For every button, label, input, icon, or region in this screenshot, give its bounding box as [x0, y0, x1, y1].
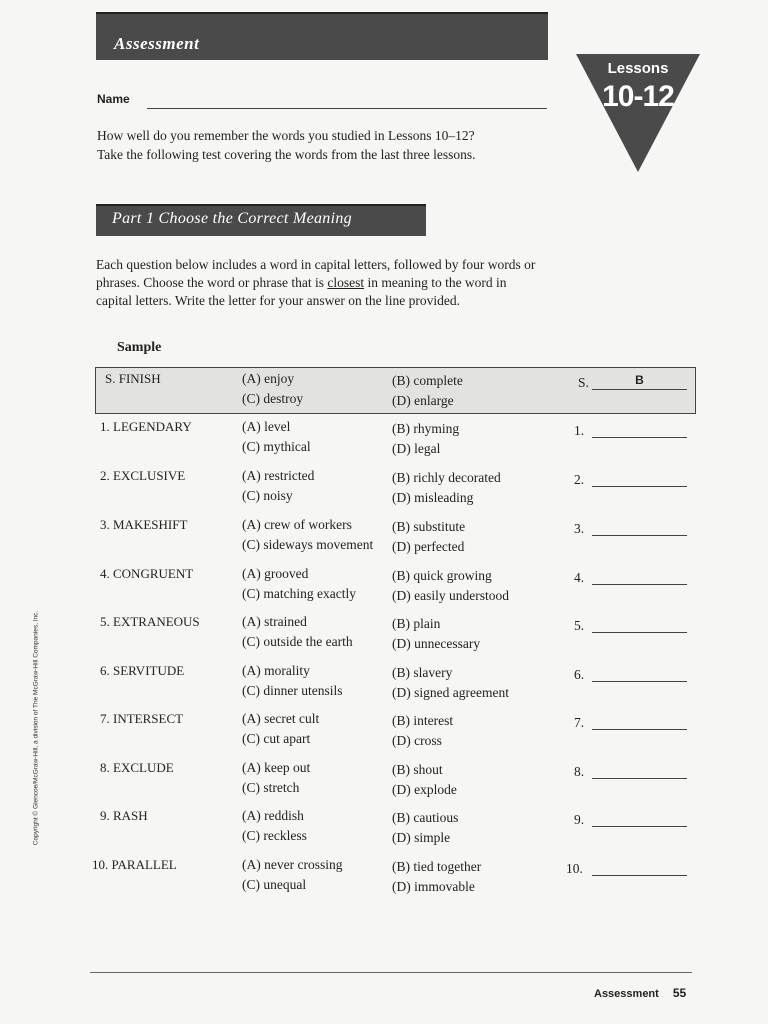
page-number: 55 — [672, 986, 687, 1000]
answer-number: 10. — [566, 861, 583, 876]
answer-line[interactable] — [592, 826, 687, 827]
option-b: (B) cautious — [392, 810, 459, 825]
sample-label: Sample — [117, 340, 162, 355]
option-b: (B) substitute — [392, 519, 466, 534]
option-a: (A) reddish — [242, 808, 304, 823]
intro-line-2: Take the following test covering the words from the last three lessons. — [97, 147, 476, 162]
question-word: 1. LEGENDARY — [100, 419, 192, 434]
lessons-label: Lessons — [607, 60, 669, 77]
option-d: (D) legal — [392, 441, 441, 456]
sample-answer: B — [635, 373, 644, 387]
intro-text — [97, 126, 567, 164]
answer-number: 1. — [574, 423, 585, 438]
option-b: (B) interest — [392, 713, 454, 728]
option-a: (A) never crossing — [242, 857, 343, 872]
answer-number: 9. — [574, 812, 585, 827]
question-word: 5. EXTRANEOUS — [100, 614, 200, 629]
sample-option-d: (D) enlarge — [392, 393, 454, 408]
question-row — [0, 663, 768, 707]
part-1-title-bar — [96, 204, 426, 236]
option-c: (C) matching exactly — [242, 586, 356, 601]
answer-line[interactable] — [592, 875, 687, 876]
answer-line[interactable] — [592, 437, 687, 438]
option-a: (A) strained — [242, 614, 307, 629]
option-c: (C) stretch — [242, 780, 300, 795]
answer-number: 4. — [574, 570, 585, 585]
option-d: (D) cross — [392, 733, 442, 748]
question-row — [0, 808, 768, 852]
name-input-line[interactable] — [147, 108, 547, 109]
answer-number: 3. — [574, 521, 585, 536]
option-c: (C) reckless — [242, 828, 307, 843]
option-a: (A) restricted — [242, 468, 315, 483]
page-footer — [594, 986, 686, 1000]
question-word: 2. EXCLUSIVE — [100, 468, 186, 483]
footer-rule — [90, 972, 692, 973]
page-title: Assessment — [114, 34, 200, 53]
answer-line[interactable] — [592, 729, 687, 730]
option-a: (A) morality — [242, 663, 310, 678]
question-row — [0, 614, 768, 658]
option-d: (D) perfected — [392, 539, 465, 554]
option-c: (C) sideways movement — [242, 537, 374, 552]
option-b: (B) tied together — [392, 859, 482, 874]
sample-word: S. FINISH — [105, 371, 161, 386]
question-row — [0, 419, 768, 463]
option-d: (D) easily understood — [392, 588, 509, 603]
answer-number: 5. — [574, 618, 585, 633]
instructions-text-before: Each question below includes a word in capital letters, followed by four words or phrases. Choose the word or phrase that is — [96, 257, 536, 290]
lessons-range: 10-12 — [602, 80, 674, 113]
question-row — [0, 468, 768, 512]
question-word: 8. EXCLUDE — [100, 760, 174, 775]
answer-number: 2. — [574, 472, 585, 487]
option-a: (A) keep out — [242, 760, 311, 775]
answer-line[interactable] — [592, 535, 687, 536]
part-1-instructions — [96, 256, 536, 310]
option-b: (B) shout — [392, 762, 443, 777]
question-word: 10. PARALLEL — [92, 857, 177, 872]
option-c: (C) unequal — [242, 877, 307, 892]
option-b: (B) slavery — [392, 665, 453, 680]
question-word: 9. RASH — [100, 808, 148, 823]
assessment-title-bar — [96, 12, 548, 60]
sample-option-b: (B) complete — [392, 373, 463, 388]
option-c: (C) outside the earth — [242, 634, 353, 649]
option-a: (A) crew of workers — [242, 517, 352, 532]
option-d: (D) signed agreement — [392, 685, 509, 700]
answer-line[interactable] — [592, 486, 687, 487]
option-c: (C) cut apart — [242, 731, 311, 746]
question-row — [0, 566, 768, 610]
option-b: (B) quick growing — [392, 568, 492, 583]
option-b: (B) plain — [392, 616, 441, 631]
question-row — [0, 711, 768, 755]
sample-answer-number: S. — [578, 375, 589, 390]
instructions-text-after: in meaning to the word in capital letters. Write the letter for your answer on the line provided. — [96, 275, 507, 308]
question-word: 4. CONGRUENT — [100, 566, 194, 581]
option-d: (D) immovable — [392, 879, 475, 894]
sample-row — [0, 371, 768, 415]
option-a: (A) secret cult — [242, 711, 320, 726]
question-row — [0, 857, 768, 901]
option-a: (A) grooved — [242, 566, 309, 581]
sample-option-c: (C) destroy — [242, 391, 304, 406]
option-a: (A) level — [242, 419, 291, 434]
answer-number: 8. — [574, 764, 585, 779]
option-c: (C) mythical — [242, 439, 311, 454]
option-c: (C) noisy — [242, 488, 293, 503]
answer-number: 7. — [574, 715, 585, 730]
option-b: (B) richly decorated — [392, 470, 501, 485]
option-d: (D) misleading — [392, 490, 474, 505]
sample-option-a: (A) enjoy — [242, 371, 295, 386]
option-b: (B) rhyming — [392, 421, 460, 436]
copyright-notice: Copyright © Glencoe/McGraw-Hill, a division of The McGraw-Hill Companies, Inc. — [32, 610, 40, 846]
instructions-underlined-word: closest — [327, 275, 365, 290]
sample-answer-line — [592, 389, 687, 390]
answer-number: 6. — [574, 667, 585, 682]
part-1-title: Part 1 Choose the Correct Meaning — [112, 210, 352, 227]
option-d: (D) unnecessary — [392, 636, 481, 651]
intro-line-1: How well do you remember the words you studied in Lessons 10–12? — [97, 128, 475, 143]
question-row — [0, 760, 768, 804]
name-label: Name — [97, 92, 130, 106]
option-c: (C) dinner utensils — [242, 683, 343, 698]
answer-line[interactable] — [592, 632, 687, 633]
footer-label: Assessment — [594, 988, 659, 1000]
question-word: 3. MAKESHIFT — [100, 517, 188, 532]
option-d: (D) simple — [392, 830, 451, 845]
option-d: (D) explode — [392, 782, 457, 797]
answer-line[interactable] — [592, 681, 687, 682]
answer-line[interactable] — [592, 584, 687, 585]
answer-line[interactable] — [592, 778, 687, 779]
question-word: 6. SERVITUDE — [100, 663, 185, 678]
question-row — [0, 517, 768, 561]
question-word: 7. INTERSECT — [100, 711, 184, 726]
